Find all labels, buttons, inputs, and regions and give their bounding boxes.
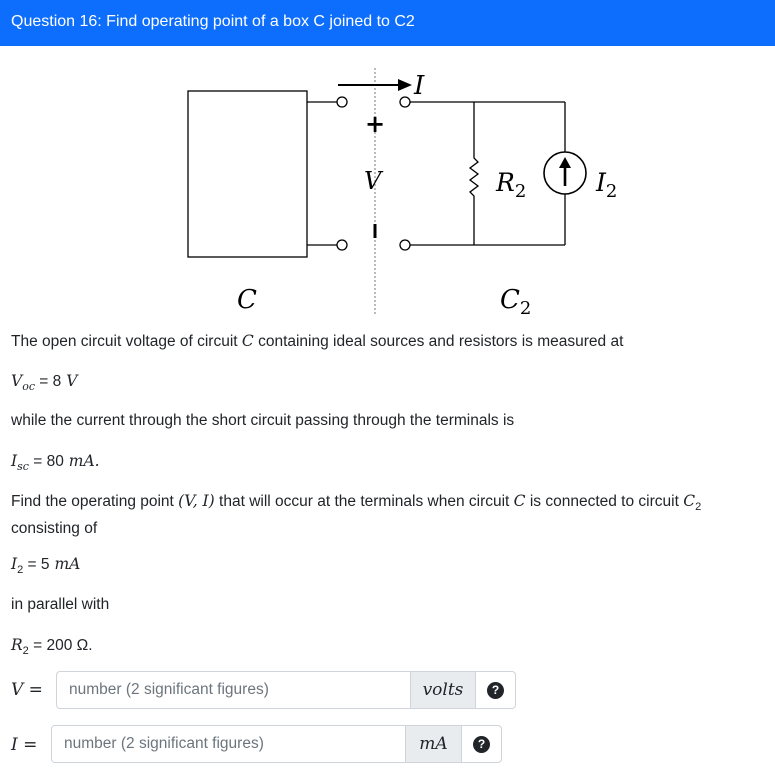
current-input[interactable] — [51, 725, 406, 763]
current-help-button[interactable] — [462, 725, 502, 763]
terminal-top-right — [400, 97, 410, 107]
equation-voc: $V_{oc} = 8$ V — [11, 372, 78, 394]
paragraph-parallel: in parallel with — [11, 596, 110, 613]
voltage-answer-label: V = — [11, 680, 43, 700]
voltage-label: V — [364, 167, 382, 195]
resistor-r2 — [470, 102, 478, 245]
equation-i2: $I_2 = 5$ mA — [11, 555, 81, 577]
current-answer-label: I = — [11, 735, 38, 755]
box-c-label: C — [237, 285, 257, 315]
paragraph-operating-point: Find the operating point (V, I) that will occur at the terminals when circuit C is connected to circuit $C_2$ consisting of — [11, 492, 702, 538]
r2-label: $R_2$ — [496, 168, 527, 202]
equation-r2: $R_2 = 200$ Ω. — [11, 636, 93, 658]
paragraph-isc-intro: while the current through the short circuit passing through the terminals is — [11, 412, 515, 429]
terminal-bottom-left — [337, 240, 347, 250]
ma-unit: mA — [406, 725, 462, 763]
voltage-answer-group — [56, 671, 516, 709]
voltage-help-button[interactable] — [476, 671, 516, 709]
current-answer-group — [51, 725, 502, 763]
current-arrow-head — [398, 79, 412, 91]
paragraph-voc-intro: The open circuit voltage of circuit C containing ideal sources and resistors is measured at — [11, 332, 624, 350]
voltage-input[interactable] — [56, 671, 411, 709]
help-icon: ? — [473, 736, 490, 753]
volts-unit: volts — [411, 671, 476, 709]
box-c — [188, 91, 307, 257]
question-header — [0, 0, 775, 46]
i2-label: $I_2$ — [596, 168, 618, 202]
circuit-diagram — [0, 46, 775, 331]
help-icon: ? — [487, 682, 504, 699]
equation-isc: $I_{sc} = 80$ mA. — [11, 452, 100, 474]
question-title: Question 16: Find operating point of a box C joined to C2 — [11, 13, 415, 30]
c2-label: $C_2$ — [500, 285, 532, 319]
terminal-bottom-right — [400, 240, 410, 250]
current-label: I — [414, 71, 425, 101]
terminal-top-left — [337, 97, 347, 107]
plus-sign: + — [365, 110, 386, 138]
